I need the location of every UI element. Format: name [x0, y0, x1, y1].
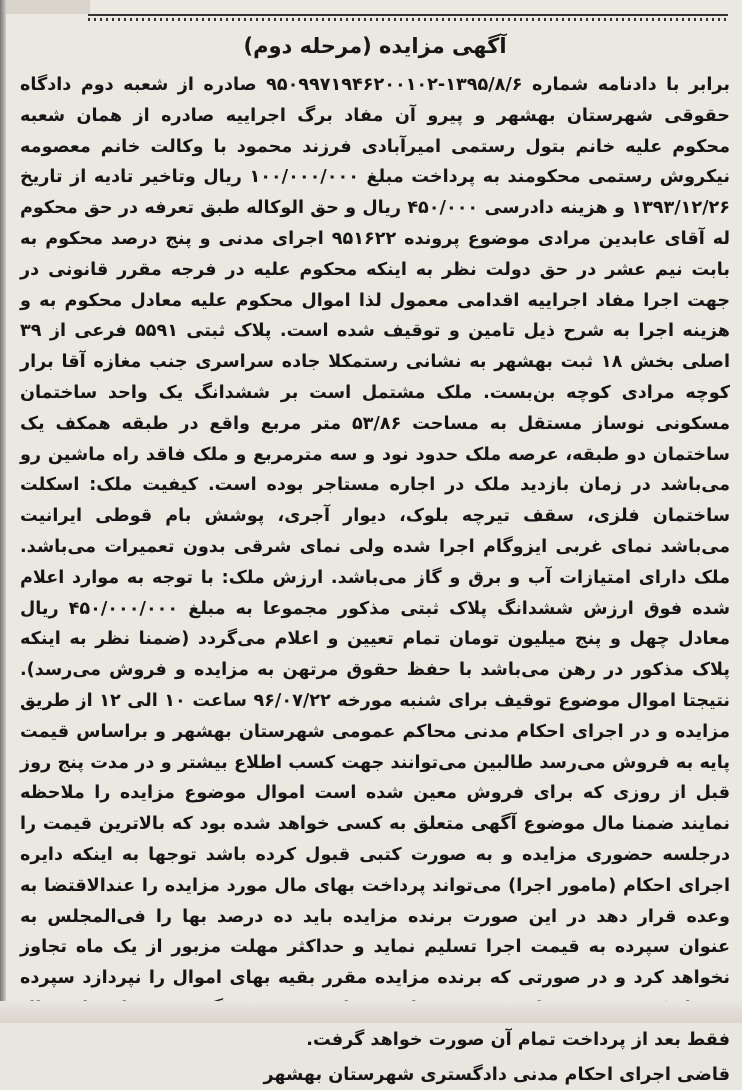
torn-corner — [0, 0, 90, 14]
notice-signature: قاضی اجرای احکام مدنی دادگستری شهرستان بهشهر — [263, 1064, 730, 1085]
notice-title: آگهی مزایده (مرحله دوم) — [243, 34, 507, 58]
page-edge-shadow — [0, 0, 6, 1023]
notice-body: برابر با دادنامه شماره ۱۳۹۵/۸/۶-۹۵۰۹۹۷۱۹۴۶۲۰۰۱۰۲ صادره از شعبه دوم دادگاه حقوقی شهرستان بهشهر و پیرو آن مفاد برگ اجراییه صادره از همان شعبه محکوم علیه خانم بتول رستمی امیرآبادی فرزند محمود با وکالت خانم معصومه نیکروش رستمی محکومند به پرداخت مبلغ ۱۰۰/۰۰۰/۰۰۰ ریال وتاخیر تادیه از تاریخ ۱۳۹۳/۱۲/۲۶ و هزینه دادرسی ۴۵۰/۰۰۰ ریال و حق الوکاله طبق تعرفه در حق محکوم له آقای عابدین مرادی موضوع پرونده ۹۵۱۶۲۲ اجرای مدنی و پنج درصد محکوم به بابت نیم عشر در حق دولت نظر به اینکه محکوم علیه در فرجه مقرر قانونی در جهت اجرا مفاد اجراییه اقدامی معمول لذا اموال محکوم علیه معادل محکوم به و هزینه اجرا به شرح ذیل تامین و توقیف شده است. پلاک ثبتی ۵۵۹۱ فرعی از ۳۹ اصلی بخش ۱۸ ثبت بهشهر به نشانی رستمکلا جاده سراسری جنب مغازه آقا برار کوچه مرادی کوچه بن‌بست. ملک مشتمل است بر ششدانگ یک واحد ساختمان مسکونی نوساز مستقل به مساحت ۵۳/۸۶ متر مربع واقع در طبقه همکف یک ساختمان دو طبقه، عرصه ملک حدود نود و سه مترمربع و ملک فاقد راه ماشین رو می‌باشد در زمان بازدید ملک در اجاره مستاجر بوده است. کیفیت ملک: اسکلت ساختمان فلزی، سقف تیرچه بلوک، دیوار آجری، پوشش بام قوطی ایرانیت می‌باشد نمای غربی ایزوگام اجرا شده ولی نمای شرقی بدون تعمیرات می‌باشد. ملک دارای امتیازات آب و برق و گاز می‌باشد. ارزش ملک: با توجه به موارد اعلام شده فوق ارزش ششدانگ پلاک ثبتی مذکور مجموعا به مبلغ ۴۵۰/۰۰۰/۰۰۰ ریال معادل چهل و پنج میلیون تومان تمام تعیین و اعلام می‌گردد (ضمنا نظر به اینکه پلاک مذکور در رهن می‌باشد با حفظ حقوق مرتهن به مزایده و فروش می‌رسد). نتیجتا اموال موضوع توقیف برای شنبه مورخه ۹۶/۰۷/۲۲ ساعت ۱۰ الی ۱۲ از طریق مزایده و در اجرای احکام مدنی محاکم عمومی شهرستان بهشهر و براساس قیمت پایه به فروش می‌رسد طالبین می‌توانند جهت کسب اطلاع بیشتر و در مدت پنج روز قبل از روزی که برای فروش معین شده است اموال موضوع مزایده را ملاحظه نمایند ضمنا مال موضوع آگهی متعلق به کسی خواهد شده بود که بالاترین قیمت را درجلسه حضوری مزایده و به صورت کتبی قبول کرده باشد توجها به اینکه دایره اجرای احکام (مامور اجرا) می‌تواند پرداخت بهای مال مورد مزایده را عندالاقتضا به وعده قرار دهد در این صورت برنده مزایده باید ده درصد بها را فی‌المجلس به عنوان سپرده به قیمت اجرا تسلیم نماید و حداکثر مهلت مزبور از یک ماه تجاوز نخواهد کرد و در صورتی که برنده مزایده مقرر بقیه بهای اموال را نپردازد سپرده فقط بعد از پرداخت تمام آن صورت خواهد گرفت. — [20, 75, 731, 1050]
top-divider-rule — [88, 14, 728, 26]
dotted-rule — [88, 18, 728, 21]
auction-notice — [20, 32, 731, 1085]
page-bottom-edge — [0, 1001, 742, 1023]
